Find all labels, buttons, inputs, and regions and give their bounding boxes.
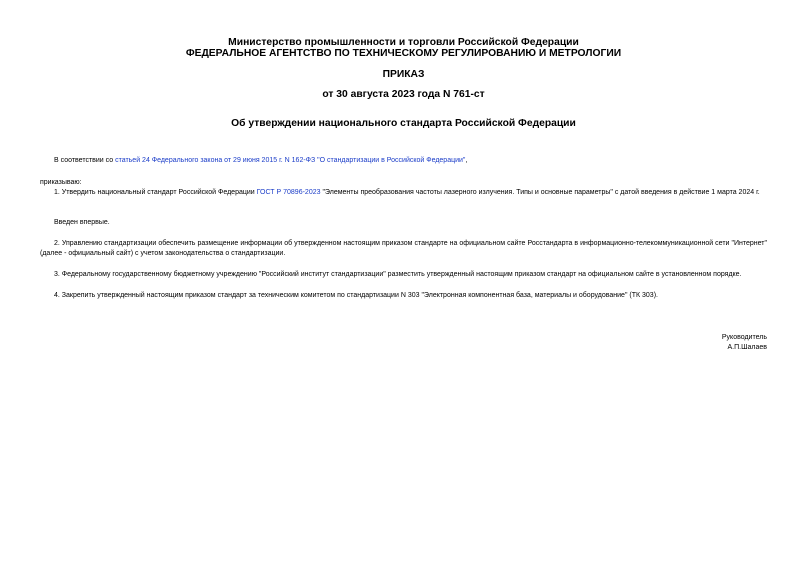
intro-text-before: В соответствии со <box>54 157 116 164</box>
order-item-2: 2. Управлению стандартизации обеспечить размещение информации об утвержденном настоящим приказом стандарте на официальном сайте Росстандарта в информационно-телекоммуникационной сети "Интернет" (далее - официальный сайт) с учетом законодательства о стандартизации. <box>40 240 767 257</box>
item1-text-before: 1. Утвердить национальный стандарт Российской Федерации <box>54 189 257 196</box>
order-date: от 30 августа 2023 года N 761-ст <box>322 89 485 100</box>
signature-role: Руководитель <box>721 334 767 341</box>
federal-law-link[interactable]: статьей 24 Федерального закона от 29 июня 2015 г. N 162-ФЗ "О стандартизации в Российской Федерации" <box>115 157 466 164</box>
order-item-3: 3. Федеральному государственному бюджетному учреждению "Российский институт стандартизации" разместить утвержденный настоящим приказом стандарт на официальном сайте в установленном порядке. <box>54 271 742 278</box>
gost-standard-link[interactable]: ГОСТ Р 70896-2023 <box>256 189 321 196</box>
signature-name: А.П.Шалаев <box>727 344 767 351</box>
item1-text-after: "Элементы преобразования частоты лазерного излучения. Типы и основные параметры" с датой введения в действие 1 марта 2024 г. <box>320 189 760 196</box>
order-subject: Об утверждении национального стандарта Российской Федерации <box>231 118 576 129</box>
agency-name: ФЕДЕРАЛЬНОЕ АГЕНТСТВО ПО ТЕХНИЧЕСКОМУ РЕГУЛИРОВАНИЮ И МЕТРОЛОГИИ <box>185 48 622 59</box>
intro-paragraph <box>40 156 767 166</box>
order-item-1 <box>40 188 767 198</box>
order-item-1-note: Введен впервые. <box>54 219 110 226</box>
intro-text-after: , <box>465 157 468 164</box>
order-item-4: 4. Закрепить утвержденный настоящим приказом стандарт за техническим комитетом по стандартизации N 303 "Электронная компонентная база, материалы и оборудование" (ТК 303). <box>54 292 658 299</box>
ministry-name: Министерство промышленности и торговли Российской Федерации <box>228 37 579 48</box>
order-title: ПРИКАЗ <box>382 69 425 80</box>
order-word: приказываю: <box>40 179 82 186</box>
